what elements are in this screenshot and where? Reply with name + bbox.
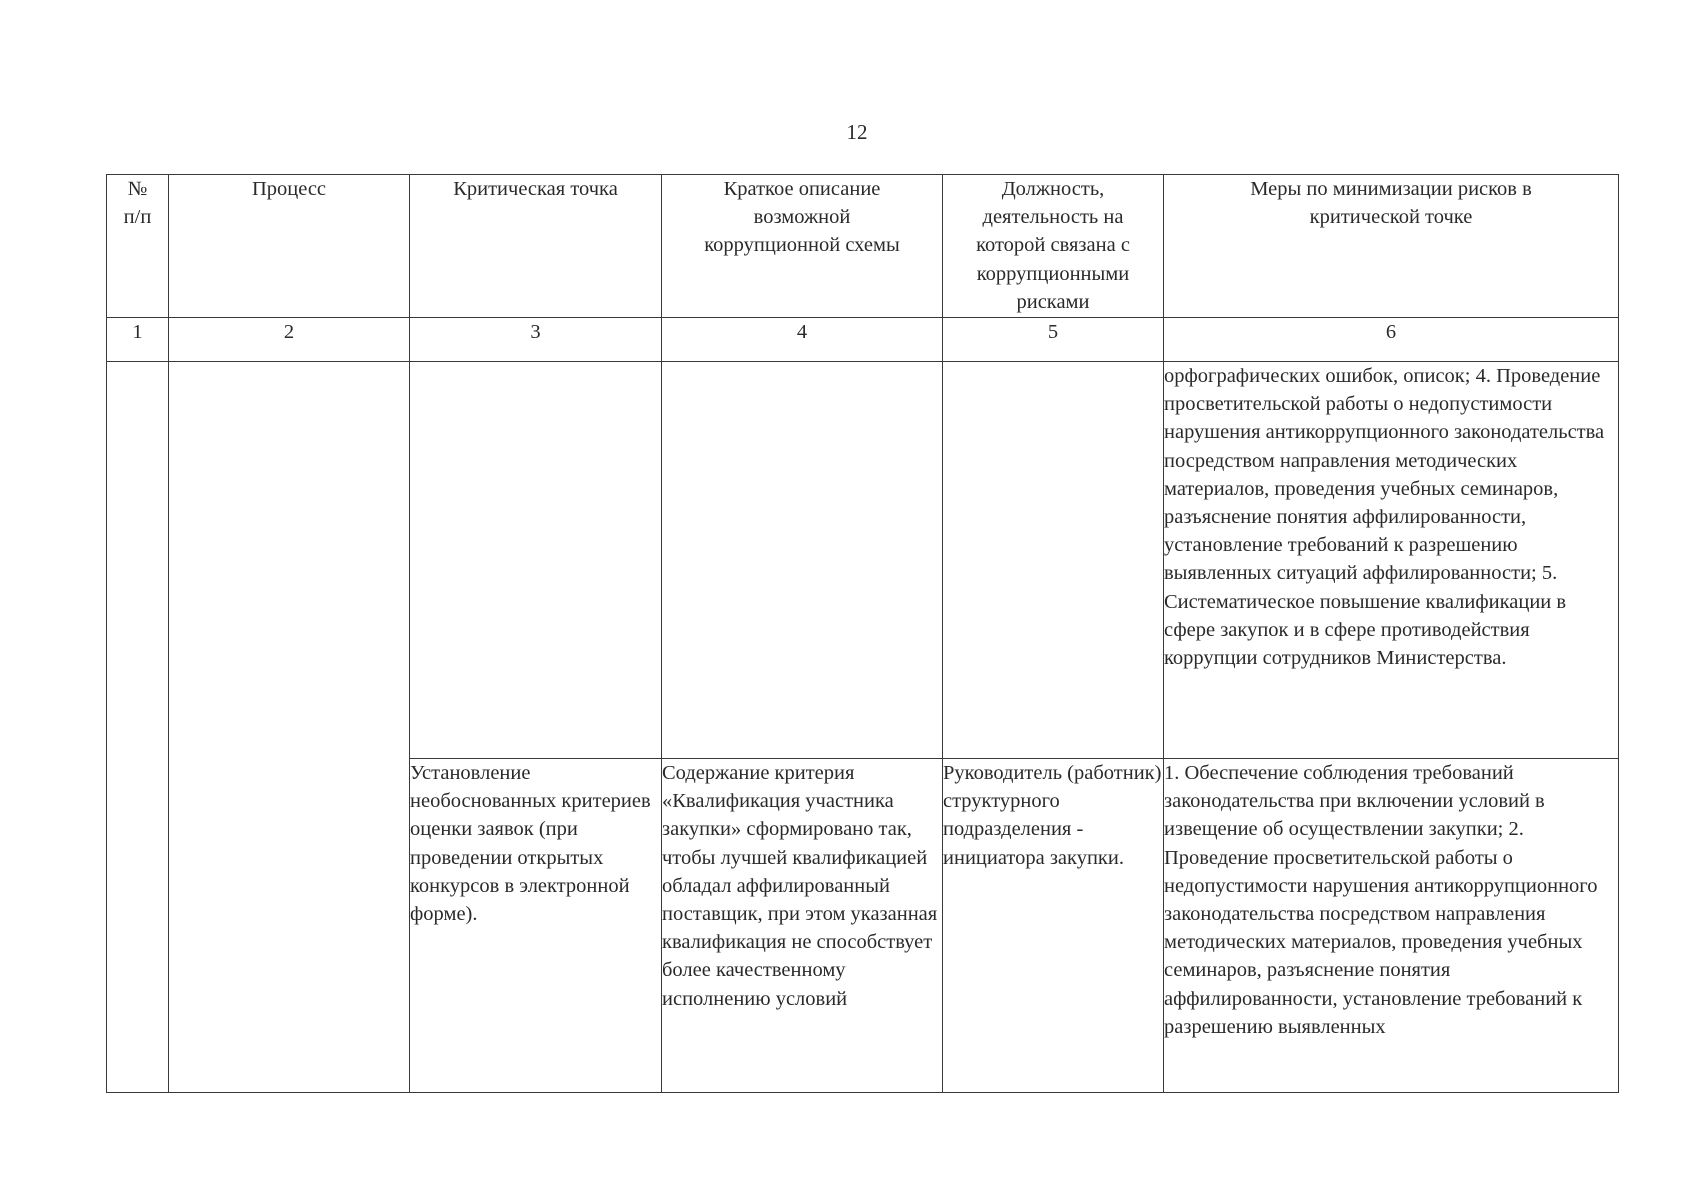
corruption-risk-table [106, 174, 1619, 1093]
cell-scheme-description: Содержание критерия «Квалификация участника закупки» сформировано так, чтобы лучшей квалификацией обладал аффилированный поставщик, при этом указанная квалификация не способствует более качественному исполнению условий [662, 759, 943, 1093]
header-position: Должность, деятельность на которой связана с коррупционными рисками [943, 175, 1164, 318]
table-row [107, 362, 1619, 759]
column-number-row [107, 318, 1619, 362]
column-number: 2 [169, 318, 410, 362]
cell-measures: орфографических ошибок, описок; 4. Проведение просветительской работы о недопустимости нарушения антикоррупционного законодательства посредством направления методических материалов, проведения учебных семинаров, разъяснение понятия аффилированности, установление требований к разрешению выявленных ситуаций аффилированности; 5. Систематическое повышение квалификации в сфере закупок и в сфере противодействия коррупции сотрудников Министерства. [1164, 362, 1619, 759]
cell-measures: 1. Обеспечение соблюдения требований законодательства при включении условий в извещение об осуществлении закупки; 2. Проведение просветительской работы о недопустимости нарушения антикоррупционного законодательства посредством направления методических материалов, проведения учебных семинаров, разъяснение понятия аффилированности, установление требований к разрешению выявленных [1164, 759, 1619, 1093]
page-number: 12 [846, 120, 868, 144]
cell-position: Руководитель (работник) структурного подразделения - инициатора закупки. [943, 759, 1164, 1093]
column-number: 1 [107, 318, 169, 362]
column-number: 5 [943, 318, 1164, 362]
cell-process [169, 362, 410, 1093]
cell-critical-point [410, 362, 662, 759]
header-scheme-description: Краткое описание возможной коррупционной схемы [662, 175, 943, 318]
cell-position [943, 362, 1164, 759]
table-header-row [107, 175, 1619, 318]
header-critical-point: Критическая точка [410, 175, 662, 318]
cell-critical-point: Установление необоснованных критериев оценки заявок (при проведении открытых конкурсов в электронной форме). [410, 759, 662, 1093]
header-measures: Меры по минимизации рисков в критической точке [1164, 175, 1619, 318]
header-process: Процесс [169, 175, 410, 318]
cell-number [107, 362, 169, 1093]
column-number: 3 [410, 318, 662, 362]
header-number: № п/п [107, 175, 169, 318]
column-number: 4 [662, 318, 943, 362]
cell-scheme-description [662, 362, 943, 759]
column-number: 6 [1164, 318, 1619, 362]
